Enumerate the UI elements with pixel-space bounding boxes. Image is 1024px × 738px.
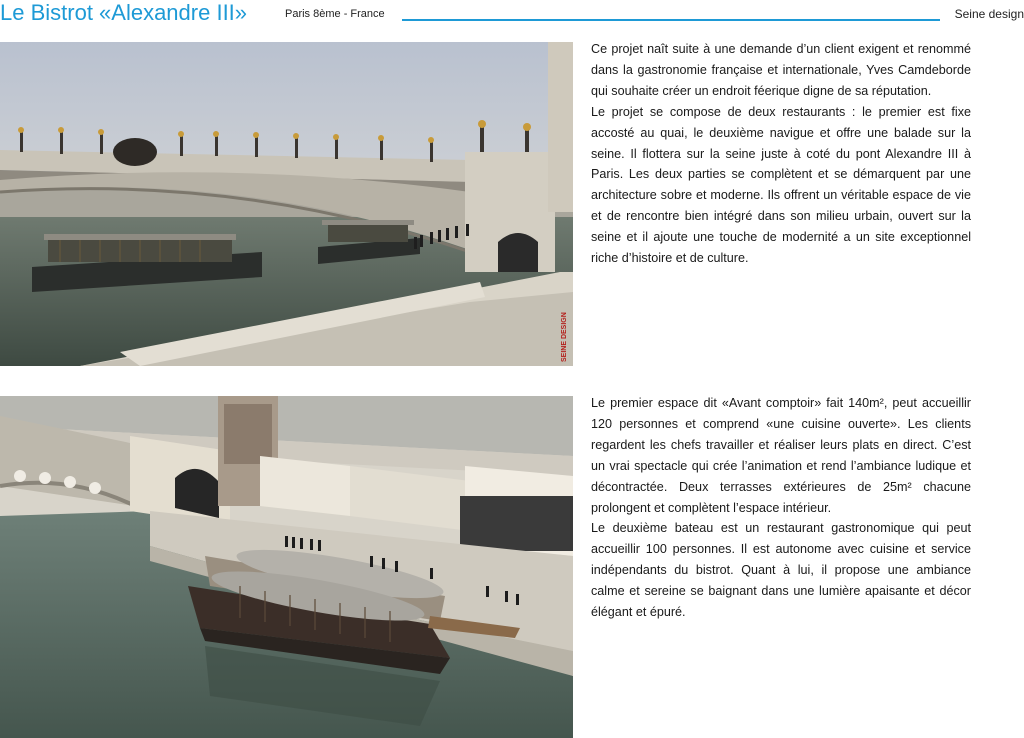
bridge-render-illustration <box>0 42 573 366</box>
section2-paragraph: Le deuxième bateau est un restaurant gastronomique qui peut accueillir 100 personnes. Il est autonome avec cuisine et service indépendants du bistrot. Quant à lui, il propose une ambiance calme et sereine se baignant dans une lumière apaisante et décor élégant et épuré. <box>591 521 971 620</box>
aerial-render-illustration <box>0 396 573 738</box>
header-rule <box>402 19 940 21</box>
render-watermark: SEINE DESIGN <box>561 312 568 362</box>
section1-text <box>591 39 971 269</box>
section1-paragraph: Ce projet naît suite à une demande d’un client exigent et renommé dans la gastronomie française et internationale, Yves Camdeborde qui souhaite créer un endroit féerique digne de sa réputation. <box>591 42 971 98</box>
render-bridge-view <box>0 42 573 366</box>
location-label: Paris 8ème - France <box>285 8 385 20</box>
brand-label: Seine design <box>954 7 1024 21</box>
section1-paragraph: Le projet se compose de deux restaurants : le premier est fixe accosté au quai, le deuxième navigue et offre une balade sur la seine. Il flottera sur la seine juste à coté du pont Alexandre III à Paris. Les deux parties se complètent et se démarquent par une architecture sobre et moderne. Ils offrent un véritable espace de vie et de rencontre bien intégré dans son milieu urbain, ouvert sur la seine et il ajoute une touche de modernité a un site exceptionnel riche d’histoire et de culture. <box>591 104 971 266</box>
render-aerial-view <box>0 396 573 738</box>
section2-paragraph: Le premier espace dit «Avant comptoir» fait 140m², peut accueillir 120 personnes et comprend «une cuisine ouverte». Les clients regardent les chefs travailler et réaliser leurs plats en direct. C’est un vrai spectacle qui crée l’animation et rend l’ambiance ludique et décontractée. Deux terrasses extérieures de 25m² chacune prolongent et complètent l’espace intérieur. <box>591 396 971 515</box>
section2-text <box>591 393 971 623</box>
page-title: Le Bistrot «Alexandre III» <box>0 0 248 25</box>
page-header <box>0 0 1024 26</box>
